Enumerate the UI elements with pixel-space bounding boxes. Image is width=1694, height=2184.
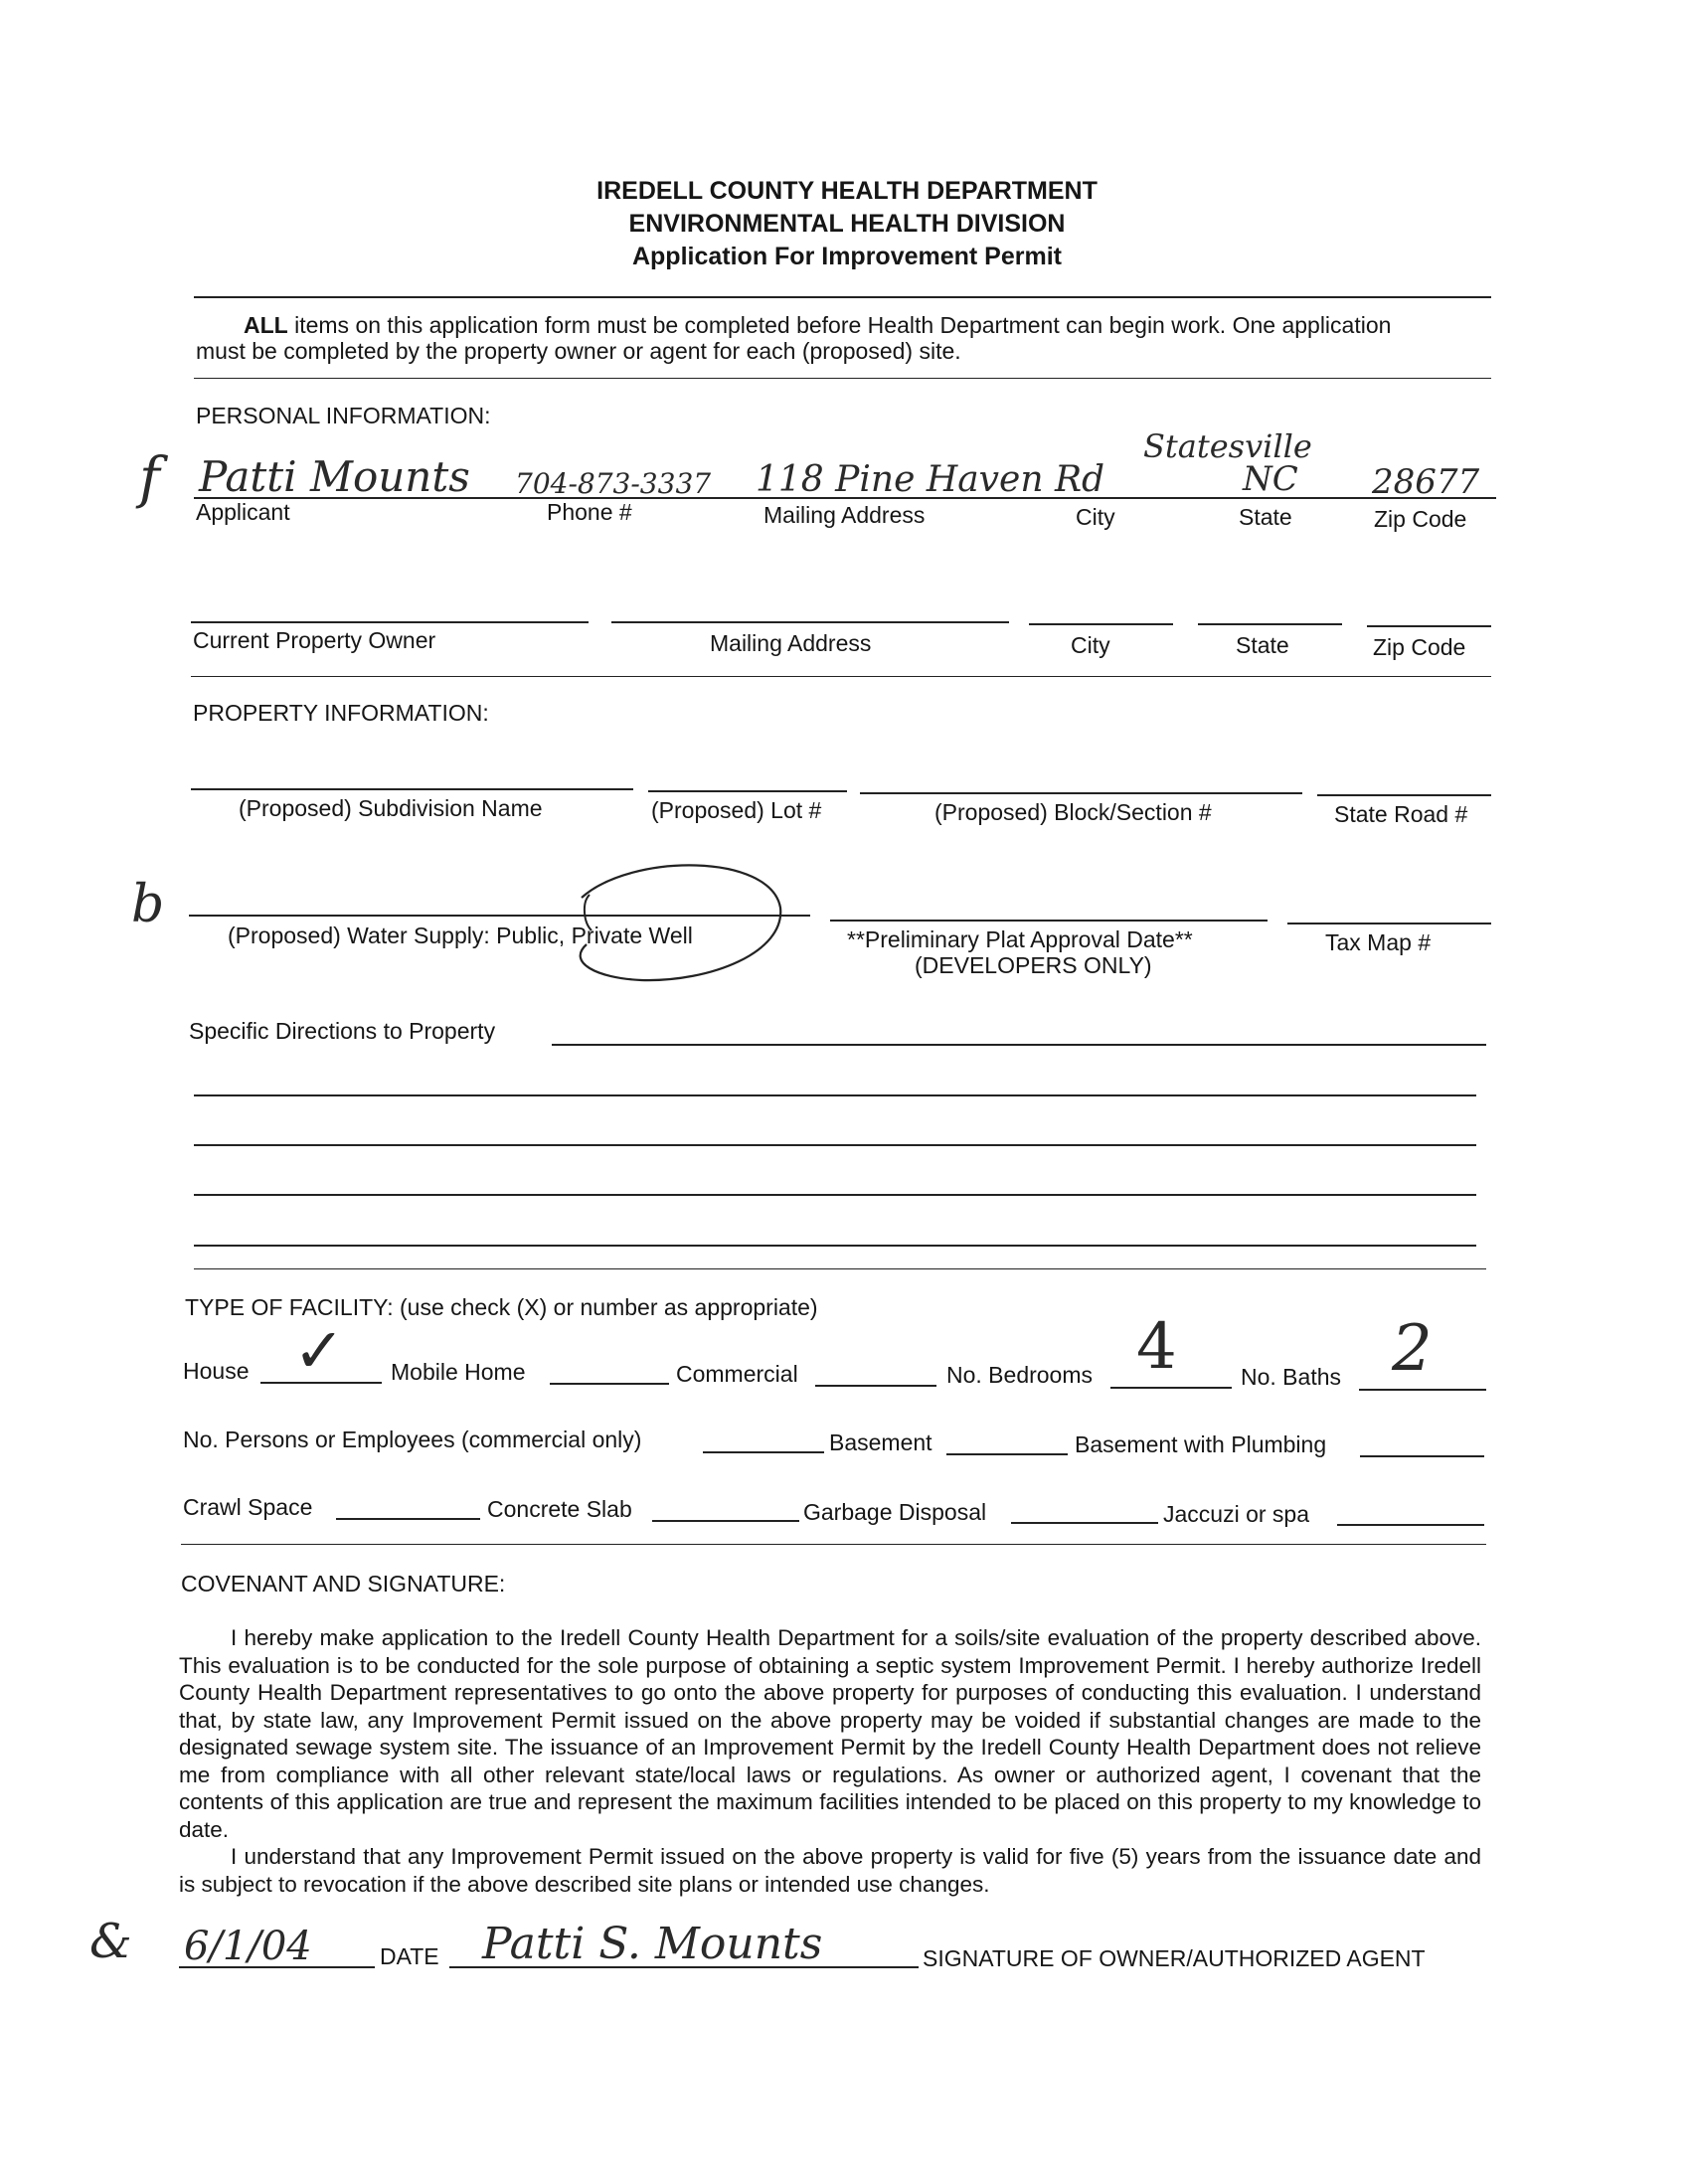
margin-mark-2: b [131, 875, 165, 934]
block-line[interactable] [860, 792, 1302, 794]
directions-line-3[interactable] [194, 1144, 1476, 1146]
house-check-mark: ✓ [293, 1314, 345, 1387]
bedrooms-value: 4 [1136, 1310, 1177, 1384]
applicant-zip-value[interactable]: 28677 [1372, 462, 1480, 502]
city-label: City [1076, 504, 1115, 530]
bedrooms-line[interactable] [1110, 1387, 1232, 1389]
developers-only-label: (DEVELOPERS ONLY) [915, 952, 1152, 978]
facility-heading: TYPE OF FACILITY: (use check (X) or number as appropriate) [185, 1294, 818, 1320]
mobile-home-line[interactable] [550, 1383, 669, 1385]
directions-line-5[interactable] [194, 1245, 1476, 1247]
bedrooms-label: No. Bedrooms [946, 1362, 1094, 1388]
top-rule [194, 296, 1491, 298]
applicant-label: Applicant [196, 499, 290, 525]
concrete-slab-label: Concrete Slab [487, 1496, 632, 1522]
lot-label: (Proposed) Lot # [651, 797, 822, 823]
division-title: ENVIRONMENTAL HEALTH DIVISION [628, 210, 1066, 238]
basement-plumbing-line[interactable] [1360, 1455, 1484, 1457]
owner-state-label: State [1236, 632, 1289, 658]
mobile-home-label: Mobile Home [391, 1359, 526, 1385]
state-label: State [1239, 504, 1292, 530]
directions-line-1[interactable] [552, 1044, 1486, 1046]
form-title: Application For Improvement Permit [631, 243, 1062, 270]
owner-label: Current Property Owner [193, 627, 436, 653]
applicant-phone-value[interactable]: 704-873-3337 [515, 467, 712, 500]
date-value[interactable]: 6/1/04 [184, 1924, 312, 1969]
basement-plumbing-label: Basement with Plumbing [1075, 1431, 1327, 1457]
directions-line-4[interactable] [194, 1194, 1476, 1196]
directions-label: Specific Directions to Property [189, 1018, 496, 1044]
signature-label: SIGNATURE OF OWNER/AUTHORIZED AGENT [923, 1945, 1426, 1971]
jaccuzi-label: Jaccuzi or spa [1163, 1501, 1310, 1527]
plat-line[interactable] [830, 920, 1268, 922]
owner-line[interactable] [191, 621, 589, 623]
baths-value: 2 [1392, 1312, 1433, 1386]
covenant-text [179, 1624, 1481, 1898]
covenant-paragraph-2: I understand that any Improvement Permit issued on the above property is valid for five (5) years from the issuance date and is subject to revocation if the above described site plans or intended use changes. [179, 1844, 1481, 1897]
crawl-space-line[interactable] [336, 1518, 480, 1520]
personal-heading: PERSONAL INFORMATION: [196, 403, 491, 428]
mailing-label: Mailing Address [763, 502, 926, 528]
property-heading: PROPERTY INFORMATION: [193, 700, 489, 726]
baths-line[interactable] [1359, 1389, 1486, 1391]
garbage-disposal-line[interactable] [1011, 1522, 1158, 1524]
concrete-slab-line[interactable] [652, 1520, 799, 1522]
covenant-heading: COVENANT AND SIGNATURE: [181, 1571, 506, 1596]
instructions-line1 [244, 312, 1391, 339]
directions-line-2[interactable] [194, 1094, 1476, 1096]
road-label: State Road # [1334, 801, 1468, 827]
tax-map-label: Tax Map # [1325, 929, 1432, 955]
basement-line[interactable] [946, 1453, 1068, 1455]
instructions-rest: items on this application form must be completed before Health Department can begin work. One application [287, 312, 1392, 338]
water-supply-circle [542, 853, 790, 992]
crawl-space-label: Crawl Space [183, 1494, 313, 1520]
taxmap-line[interactable] [1287, 923, 1491, 924]
dept-title: IREDELL COUNTY HEALTH DEPARTMENT [596, 177, 1098, 205]
margin-mark-3: & [89, 1914, 132, 1969]
owner-zip-label: Zip Code [1373, 634, 1466, 660]
signature-line [449, 1966, 919, 1968]
facility-rule [181, 1544, 1486, 1545]
road-line[interactable] [1317, 794, 1491, 796]
owner-city-label: City [1071, 632, 1110, 658]
zip-label: Zip Code [1374, 506, 1467, 532]
basement-label: Basement [829, 1429, 932, 1455]
commercial-line[interactable] [815, 1385, 936, 1387]
owner-city-line[interactable] [1029, 623, 1173, 625]
commercial-label: Commercial [676, 1361, 798, 1387]
garbage-disposal-label: Garbage Disposal [803, 1499, 987, 1525]
water-supply-label: (Proposed) Water Supply: Public, Private Well [228, 923, 693, 948]
directions-rule [194, 1268, 1486, 1269]
house-label: House [183, 1358, 250, 1384]
owner-rule [191, 676, 1491, 677]
applicant-line [194, 497, 1496, 499]
instructions-lead: ALL [244, 312, 288, 338]
plat-date-label: **Preliminary Plat Approval Date** [847, 926, 1193, 952]
phone-label: Phone # [547, 499, 632, 525]
block-label: (Proposed) Block/Section # [934, 799, 1212, 825]
owner-mailing-line[interactable] [611, 621, 1009, 623]
persons-label: No. Persons or Employees (commercial only) [183, 1427, 642, 1452]
instructions-line2: must be completed by the property owner or agent for each (proposed) site. [196, 338, 961, 364]
applicant-name-value[interactable]: Patti Mounts [199, 452, 470, 501]
persons-line[interactable] [703, 1451, 824, 1453]
subdivision-line[interactable] [191, 788, 633, 790]
owner-state-line[interactable] [1198, 623, 1342, 625]
lot-line[interactable] [648, 790, 847, 792]
margin-mark-1: f [139, 446, 160, 511]
jaccuzi-line[interactable] [1337, 1524, 1484, 1526]
covenant-paragraph-1: I hereby make application to the Iredell County Health Department for a soils/site evaluation of the property described above. This evaluation is to be conducted for the sole purpose of obtaining a septic system Improvement Permit. I hereby authorize Iredell County Health Department representatives to go onto the above property for purposes of conducting this evaluation. I understand that, by state law, any Improvement Permit issued on the above property may be voided if substantial changes are made to the designated sewage system site. The issuance of an Improvement Permit by the Iredell County Health Department does not relieve me from compliance with all other relevant state/local laws or regulations. As owner or authorized agent, I covenant that the contents of this application are true and represent the maximum facilities intended to be placed on this property to my knowledge to date. [179, 1625, 1481, 1842]
applicant-state-value[interactable]: NC [1243, 459, 1298, 499]
owner-mailing-label: Mailing Address [710, 630, 872, 656]
instructions-rule [194, 378, 1491, 379]
signature-value[interactable]: Patti S. Mounts [482, 1919, 823, 1969]
baths-label: No. Baths [1241, 1364, 1341, 1390]
subdivision-label: (Proposed) Subdivision Name [239, 795, 543, 821]
date-label: DATE [380, 1943, 439, 1969]
applicant-city-value[interactable]: Statesville [1143, 427, 1312, 465]
applicant-mailing-value[interactable]: 118 Pine Haven Rd [756, 459, 1105, 500]
date-line [179, 1966, 375, 1968]
owner-zip-line[interactable] [1367, 625, 1491, 627]
